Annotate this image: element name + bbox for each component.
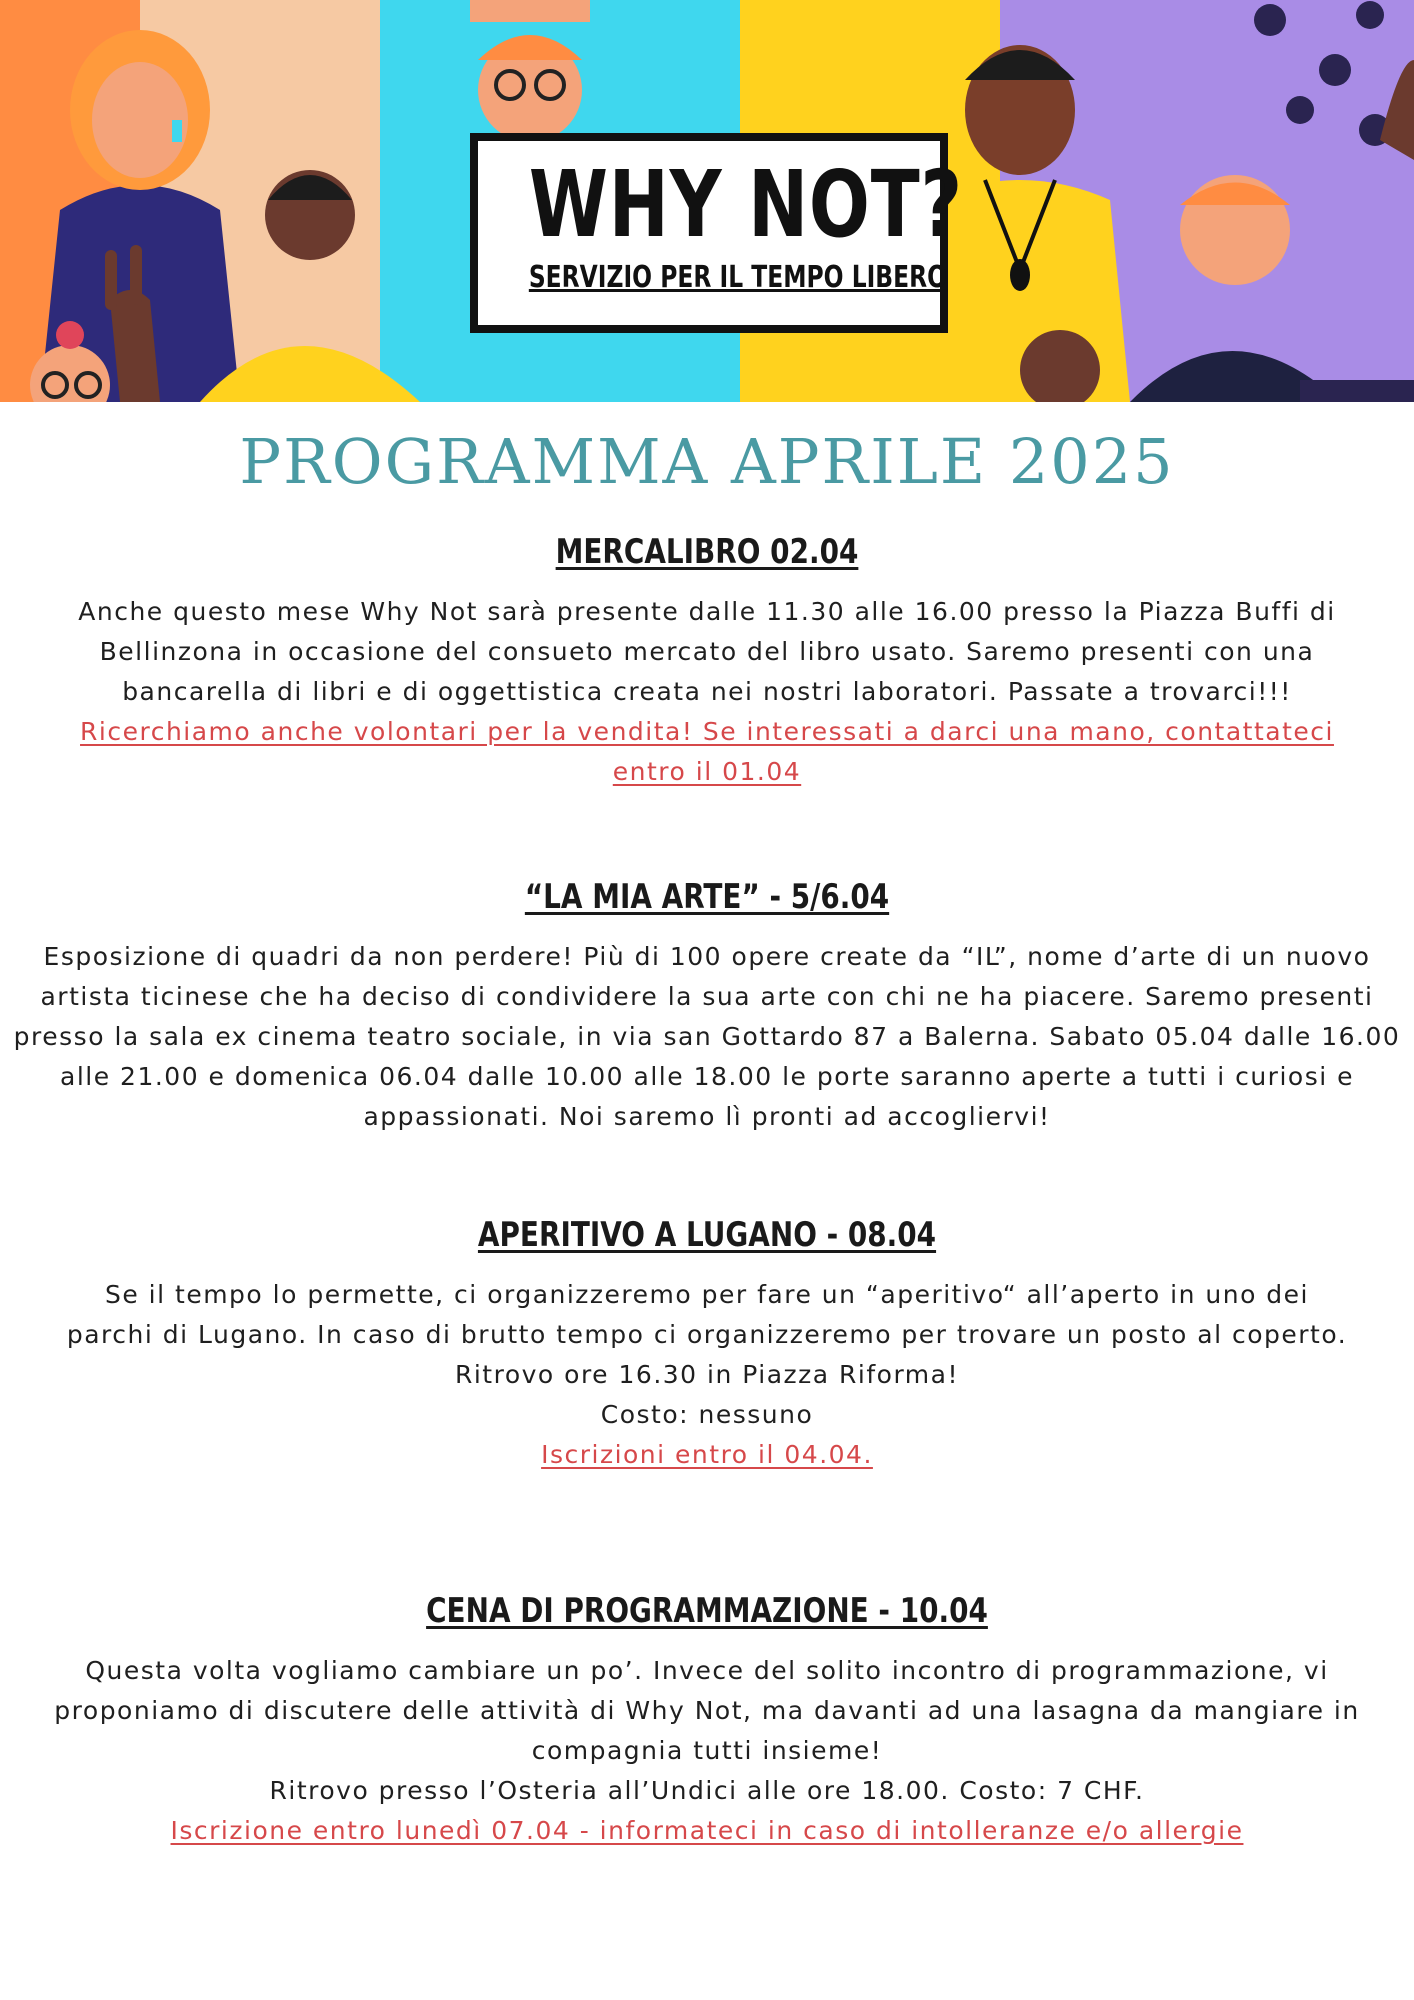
- event-mercalibro: [0, 532, 1414, 792]
- brand-logo: [470, 133, 963, 333]
- event-description: Se il tempo lo permette, ci organizzeremo per fare un “aperitivo“ all’aperto in uno dei parchi di Lugano. In caso di brutto tempo ci organizzeremo per trovare un posto al coperto. Ritrovo ore 16.30 in Piazza Riforma!: [66, 1280, 1348, 1389]
- header-banner: [0, 0, 1414, 402]
- event-cost: Costo: nessuno: [600, 1400, 814, 1429]
- event-description: Esposizione di quadri da non perdere! Più di 100 opere create da “IL”, nome d’arte di un nuovo artista ticinese che ha deciso di condividere la sua arte con chi ne ha piacere. Saremo presenti presso la sala ex cinema teatro sociale, in via san Gottardo 87 a Balerna. Sabato 05.04 dalle 16.00 alle 21.00 e domenica 06.04 dalle 10.00 alle 18.00 le porte saranno aperte a tutti i curiosi e appassionati. Noi saremo lì pronti ad accogliervi!: [13, 942, 1401, 1131]
- event-body: [52, 1275, 1362, 1475]
- brand-subtitle: SERVIZIO PER IL TEMPO LIBERO: [528, 260, 948, 295]
- event-description: Questa volta vogliamo cambiare un po’. Invece del solito incontro di programmazione, vi proponiamo di discutere delle attività di Why Not, ma davanti ad una lasagna da mangiare in compagnia tutti insieme!: [54, 1656, 1360, 1765]
- event-meeting: Ritrovo presso l’Osteria all’Undici alle ore 18.00. Costo: 7 CHF.: [269, 1776, 1145, 1805]
- registration-link[interactable]: Iscrizioni entro il 04.04.: [541, 1440, 873, 1469]
- event-title: MERCALIBRO 02.04: [555, 532, 859, 572]
- event-aperitivo-lugano: [0, 1215, 1414, 1475]
- event-body: [0, 937, 1414, 1137]
- brand-title: WHY NOT?: [528, 151, 963, 258]
- event-body: [37, 592, 1377, 792]
- event-la-mia-arte: [0, 877, 1414, 1137]
- event-title: “LA MIA ARTE” - 5/6.04: [524, 877, 890, 917]
- page-title: PROGRAMMA APRILE 2025: [239, 425, 1175, 498]
- event-body: [0, 1651, 1414, 1851]
- event-cena-programmazione: [0, 1591, 1414, 1851]
- event-title: CENA DI PROGRAMMAZIONE - 10.04: [426, 1591, 988, 1631]
- volunteer-link[interactable]: Ricerchiamo anche volontari per la vendita! Se interessati a darci una mano, contattateci entro il 01.04: [80, 717, 1334, 786]
- event-title: APERITIVO A LUGANO - 08.04: [477, 1215, 937, 1255]
- registration-link[interactable]: Iscrizione entro lunedì 07.04 - informateci in caso di intolleranze e/o allergie: [170, 1816, 1244, 1845]
- event-description: Anche questo mese Why Not sarà presente dalle 11.30 alle 16.00 presso la Piazza Buffi di Bellinzona in occasione del consueto mercato del libro usato. Saremo presenti con una bancarella di libri e di oggettistica creata nei nostri laboratori. Passate a trovarci!!!: [78, 597, 1336, 706]
